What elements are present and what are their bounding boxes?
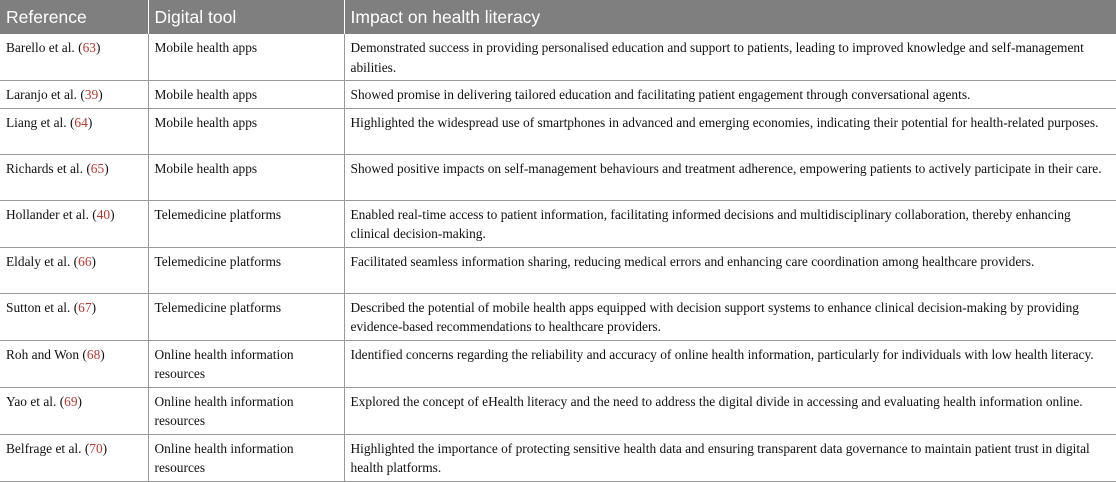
reference-cell: Belfrage et al. (70)	[0, 434, 148, 481]
impact-cell: Facilitated seamless information sharing, reducing medical errors and enhancing care coordination among healthcare providers.	[344, 247, 1116, 293]
reference-cell: Roh and Won (68)	[0, 340, 148, 387]
table-row	[0, 387, 1116, 434]
impact-cell: Showed positive impacts on self-management behaviours and treatment adherence, empowering patients to actively participate in their care.	[344, 154, 1116, 200]
tool-cell: Online health information resources	[148, 387, 344, 434]
impact-cell: Showed promise in delivering tailored education and facilitating patient engagement through conversational agents.	[344, 81, 1116, 109]
reference-cell: Richards et al. (65)	[0, 154, 148, 200]
table-row	[0, 81, 1116, 109]
reference-name: Laranjo et al.	[6, 87, 78, 102]
reference-link[interactable]: 39	[84, 87, 99, 102]
reference-cell: Eldaly et al. (66)	[0, 247, 148, 293]
table-row	[0, 154, 1116, 200]
reference-name: Hollander et al.	[6, 206, 89, 222]
impact-cell: Explored the concept of eHealth literacy and the need to address the digital divide in accessing and evaluating health information online.	[344, 387, 1116, 434]
reference-link[interactable]: 70	[89, 440, 103, 456]
reference-link[interactable]: 68	[86, 346, 101, 362]
reference-link[interactable]: 65	[90, 160, 105, 176]
reference-name: Liang et al.	[6, 114, 67, 130]
tool-cell: Mobile health apps	[148, 154, 344, 200]
table-row	[0, 200, 1116, 247]
tool-cell: Mobile health apps	[148, 81, 344, 109]
table-row	[0, 293, 1116, 340]
reference-link[interactable]: 67	[78, 299, 92, 315]
reference-name: Belfrage et al.	[6, 440, 82, 456]
tool-cell: Mobile health apps	[148, 34, 344, 81]
header-digital-tool: Digital tool	[148, 0, 344, 34]
tool-cell: Telemedicine platforms	[148, 200, 344, 247]
reference-link[interactable]: 63	[82, 40, 96, 55]
impact-cell: Described the potential of mobile health apps equipped with decision support systems to enhance clinical decision-making by providing evidence-based recommendations to healthcare providers.	[344, 293, 1116, 340]
reference-name: Eldaly et al.	[6, 253, 71, 269]
table-row	[0, 108, 1116, 154]
reference-link[interactable]: 40	[96, 206, 111, 222]
impact-cell: Highlighted the importance of protecting sensitive health data and ensuring transparent data governance to maintain patient trust in digital health platforms.	[344, 434, 1116, 481]
reference-cell: Hollander et al. (40)	[0, 200, 148, 247]
reference-cell: Sutton et al. (67)	[0, 293, 148, 340]
header-impact: Impact on health literacy	[344, 0, 1116, 34]
reference-cell: Liang et al. (64)	[0, 108, 148, 154]
reference-link[interactable]: 66	[78, 253, 92, 269]
table-row	[0, 247, 1116, 293]
reference-name: Richards et al.	[6, 160, 83, 176]
reference-cell: Yao et al. (69)	[0, 387, 148, 434]
tool-cell: Telemedicine platforms	[148, 293, 344, 340]
tool-cell: Mobile health apps	[148, 108, 344, 154]
reference-name: Sutton et al.	[6, 299, 71, 315]
header-reference: Reference	[0, 0, 148, 34]
impact-cell: Identified concerns regarding the reliability and accuracy of online health information, particularly for individuals with low health literacy.	[344, 340, 1116, 387]
reference-name: Roh and Won	[6, 346, 80, 362]
reference-link[interactable]: 64	[74, 114, 88, 130]
impact-cell: Demonstrated success in providing personalised education and support to patients, leading to improved knowledge and self-management abilities.	[344, 34, 1116, 81]
table-row	[0, 34, 1116, 81]
impact-cell: Highlighted the widespread use of smartphones in advanced and emerging economies, indicating their potential for health-related purposes.	[344, 108, 1116, 154]
reference-name: Yao et al.	[6, 393, 57, 409]
table-row	[0, 434, 1116, 481]
table-row	[0, 340, 1116, 387]
reference-cell: Laranjo et al. (39)	[0, 81, 148, 109]
tool-cell: Online health information resources	[148, 340, 344, 387]
tool-cell: Online health information resources	[148, 434, 344, 481]
impact-cell: Enabled real-time access to patient information, facilitating informed decisions and multidisciplinary collaboration, thereby enhancing clinical decision-making.	[344, 200, 1116, 247]
reference-name: Barello et al.	[6, 40, 75, 55]
header-row	[0, 0, 1116, 34]
reference-cell: Barello et al. (63)	[0, 34, 148, 81]
reference-link[interactable]: 69	[64, 393, 78, 409]
tool-cell: Telemedicine platforms	[148, 247, 344, 293]
